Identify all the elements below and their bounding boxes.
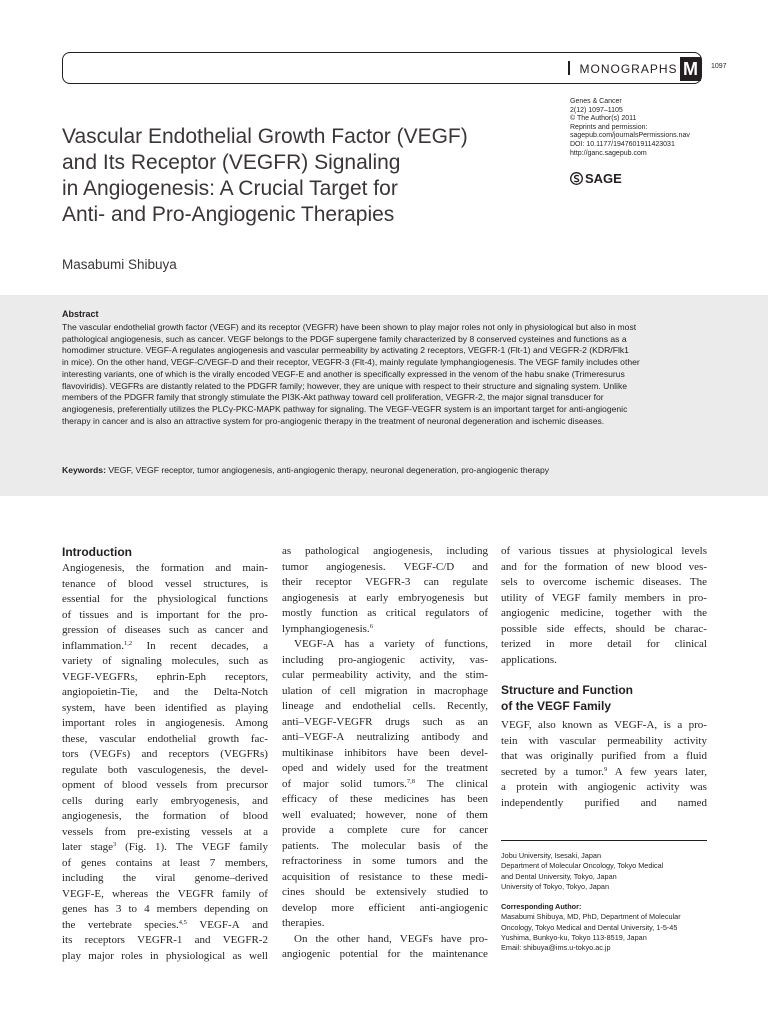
affiliation-line: and Dental University, Tokyo, Japan (501, 871, 617, 881)
body-line: lineage and endothelial cells. Recently, (282, 700, 488, 712)
section-heading-line: Structure and Function (501, 683, 633, 697)
body-line: cines should be extensively studied to (282, 886, 488, 898)
corresponding-author-line: Oncology, Tokyo Medical and Dental University, 1-5-45 (501, 922, 678, 932)
abstract-heading: Abstract (62, 309, 99, 319)
section-heading-line: of the VEGF Family (501, 699, 612, 713)
body-line: later stage$^3$ (Fig. 1). The VEGF family (62, 841, 268, 853)
body-line: its receptors VEGFR-1 and VEGFR-2 (62, 934, 268, 946)
meta-line: © The Author(s) 2011 (570, 115, 637, 123)
body-line: On the other hand, VEGFs have pro- (294, 932, 488, 945)
body-line: applications. (501, 653, 557, 666)
column-1-body (62, 561, 268, 964)
body-line: system, have been identified as playing (62, 701, 268, 714)
body-line: oped and widely used for the treatment (282, 762, 488, 774)
corresponding-author-line: Email: shibuya@ims.u-tokyo.ac.jp (501, 943, 611, 953)
column-3-body-bottom (501, 718, 707, 811)
abstract-line: in mice). On the other hand, VEGF-C/VEGF-D and their receptor, VEGFR-3 (Flt-4), mainly regulate lymphangiogenesis. The VEGF family includes other (62, 357, 640, 368)
body-line: their receptor VEGFR-3 can regulate (282, 576, 488, 588)
abstract-line: The vascular endothelial growth factor (VEGF) and its receptor (VEGFR) have been shown to play major roles not only in physiological but also in most (62, 322, 637, 332)
body-line: angiogenic medicine, together with the (501, 607, 707, 619)
body-line: develop more efficient anti-angiogenic (282, 901, 488, 914)
body-line: inflammation.$^{1,2}$ In recent decades, a (62, 639, 268, 652)
body-line: tenance of blood vessel structures, is (62, 577, 268, 590)
title-line: Anti- and Pro-Angiogenic Therapies (62, 203, 395, 226)
body-line: independently purified and named (501, 796, 707, 809)
body-line: sels to overcome ischemic diseases. The (501, 576, 707, 588)
abstract-line: angiogenesis, preferentially utilizes the PLCγ-PKC-MAPK pathway for signaling. The VEGF-VEGFR system is an important target for anti-angiogenic (62, 403, 628, 414)
body-line: tors (VEGFs) and receptors (VEGFRs) (62, 748, 268, 760)
abstract-line: flavoviridis). VEGFRs are distantly related to the PDGFR family; however, they are unique with respect to their structure and signaling system. Unlike (62, 380, 628, 391)
abstract-line: therapy in cancer and is also an attractive system for pro-angiogenic therapy in the treatment of neuronal degeneration and ischemic diseases. (62, 415, 605, 426)
body-line: genes has 3 to 4 members depending on (62, 903, 268, 915)
article-title (62, 124, 562, 228)
meta-line: DOI: 10.1177/1947601911423031 (570, 140, 675, 148)
publisher-name: SAGE (585, 171, 622, 186)
body-line: regulate both vasculogenesis, the devel- (62, 763, 268, 776)
body-line: angiogenesis at early embryogenesis but (282, 591, 488, 604)
body-line: anti–VEGF-A neutralizing antibody and (282, 731, 488, 743)
keywords-text: VEGF, VEGF receptor, tumor angiogenesis, anti-angiogenic therapy, neuronal degeneration, pro-angiogenic therapy (108, 465, 550, 475)
title-line: Vascular Endothelial Growth Factor (VEGF) (62, 125, 468, 148)
body-line: including the viral genome–derived (62, 872, 268, 884)
body-line: secreted by a tumor.$^9$ A few years later, (501, 765, 707, 778)
body-line: patients. The molecular basis of the (282, 839, 488, 852)
body-line: lymphangiogenesis.$^6$ (282, 622, 373, 635)
body-line: tein with vascular permeability activity (501, 734, 707, 747)
affiliations (501, 851, 711, 954)
column-2-body (282, 544, 488, 963)
body-line: cular permeability activity, and the stim- (282, 669, 488, 681)
column-3 (501, 544, 707, 811)
affiliation-line: Department of Molecular Oncology, Tokyo Medical (501, 861, 664, 871)
keywords (62, 465, 712, 475)
keywords-label: Keywords: (62, 465, 106, 475)
body-line: multikinase inhibitors have been devel- (282, 746, 488, 759)
corresponding-author-heading: Corresponding Author: (501, 902, 582, 912)
sage-logo-icon (570, 172, 583, 185)
footnote-rule (501, 840, 707, 841)
body-line: possible side effects, should be charac- (501, 622, 707, 635)
meta-line: http://ganc.sagepub.com (570, 149, 647, 157)
meta-line: Genes & Cancer (570, 98, 622, 105)
body-line: of genes contains at least 7 members, (62, 856, 268, 869)
section-heading-structure (501, 682, 707, 714)
series-divider (568, 61, 570, 75)
body-line: cells during early embryogenesis, and (62, 794, 268, 807)
body-line: anti–VEGF-VEGFR drugs such as an (282, 715, 488, 728)
series-label (562, 59, 678, 79)
journal-meta (570, 98, 750, 158)
corresponding-author-line: Masabumi Shibuya, MD, PhD, Department of Molecular (501, 912, 681, 922)
meta-line: sagepub.com/journalsPermissions.nav (570, 132, 690, 140)
body-line: angiopoietin-Tie, and the Delta-Notch (62, 686, 268, 698)
series-text: MONOGRAPHS (579, 62, 678, 76)
body-line: a protein with angiogenic activity was (501, 781, 707, 793)
body-line: refractoriness in some tumors and the (282, 855, 488, 867)
body-line: angiogenesis, the formation of blood (62, 810, 268, 822)
body-line: VEGF, also known as VEGF-A, is a pro- (501, 719, 707, 731)
abstract-line: pathological angiogenesis, such as cancer. VEGF belongs to the PDGF supergene family characterized by 8 conserved cysteines and functions as a (62, 333, 627, 344)
body-line: utility of VEGF family members in pro- (501, 591, 707, 604)
body-line: and for the formation of new blood ves- (501, 560, 707, 573)
body-line: efficacy of these medicines has been (282, 793, 488, 805)
author-name: Masabumi Shibuya (62, 257, 177, 272)
corresponding-author-line: Yushima, Bunkyo-ku, Tokyo 113-8519, Japan (501, 933, 647, 943)
body-line: the vertebrate species.$^{4,5}$ VEGF-A and (62, 918, 268, 931)
body-line: therapies. (282, 917, 325, 929)
body-line: opment of blood vessels from precursor (62, 779, 268, 791)
body-line: acquisition of resistance to these medi- (282, 870, 488, 883)
body-line: of major solid tumors.$^{7,8}$ The clinical (282, 777, 488, 790)
body-line: as pathological angiogenesis, including (282, 545, 488, 557)
body-line: VEGF-A has a variety of functions, (294, 638, 488, 650)
body-line: ulation of cell migration in macrophage (282, 684, 488, 697)
body-line: angiogenic potential for the maintenance (282, 948, 488, 960)
title-line: and Its Receptor (VEGFR) Signaling (62, 151, 401, 174)
meta-line: 2(12) 1097–1105 (570, 106, 623, 114)
body-line: of tissues and is important for the pro- (62, 608, 268, 621)
section-heading-introduction: Introduction (62, 545, 132, 559)
abstract-line: members of the PDGFR family that strongly stimulate the PI3K-Akt pathway toward cell proliferation, VEGFR-2, the major signal transducer for (62, 392, 604, 403)
column-1 (62, 544, 268, 964)
body-line: variety of signaling molecules, such as (62, 655, 268, 667)
body-line: terized in more detail for clinical (501, 638, 707, 650)
body-line: important roles in angiogenesis. Among (62, 717, 268, 729)
body-line: VEGF-E, whereas the VEGFR family of (62, 887, 268, 900)
affiliation-line: University of Tokyo, Tokyo, Japan (501, 881, 610, 891)
abstract-line: interesting variants, one of which is the virally encoded VEGF-E and another is specifically expressed in the venom of the habu snake (Trimeresurus (62, 368, 625, 379)
journal-logo-icon: M (680, 57, 701, 81)
body-line: Angiogenesis, the formation and main- (62, 562, 268, 574)
body-line: well evaluated; however, none of them (282, 808, 488, 821)
body-line: these, vascular endothelial growth fac- (62, 732, 268, 745)
body-line: mostly function as critical regulators of (282, 607, 488, 619)
body-line: gression of diseases such as cancer and (62, 624, 268, 636)
body-line: play major roles in physiological as well (62, 949, 268, 962)
body-line: essential for the physiological functions (62, 593, 268, 605)
title-line: in Angiogenesis: A Crucial Target for (62, 177, 398, 200)
meta-line: Reprints and permission: (570, 123, 648, 131)
page-number: 1097 (711, 63, 727, 70)
column-2 (282, 544, 488, 963)
affiliation-line: Jobu University, Isesaki, Japan (501, 851, 602, 860)
body-line: provide a complete cure for cancer (282, 824, 488, 836)
body-line: including pro-angiogenic activity, vas- (282, 653, 488, 666)
body-line: tumor angiogenesis. VEGF-C/D and (282, 560, 488, 573)
publisher-logo (570, 171, 622, 186)
abstract-body (62, 322, 710, 427)
body-line: vessels from pre-existing vessels at a (62, 825, 268, 838)
body-line: VEGF-VEGFRs, ephrin-Eph receptors, (62, 670, 268, 683)
body-line: that was originally purified from a fluid (501, 750, 707, 762)
body-line: of various tissues at physiological levels (501, 545, 707, 557)
column-3-body-top (501, 544, 707, 668)
abstract-line: homodimer structure. VEGF-A regulates angiogenesis and vascular permeability by activating 2 receptors, VEGFR-1 (Flt-1) and VEGFR-2 (KDR/Flk1 (62, 345, 629, 356)
